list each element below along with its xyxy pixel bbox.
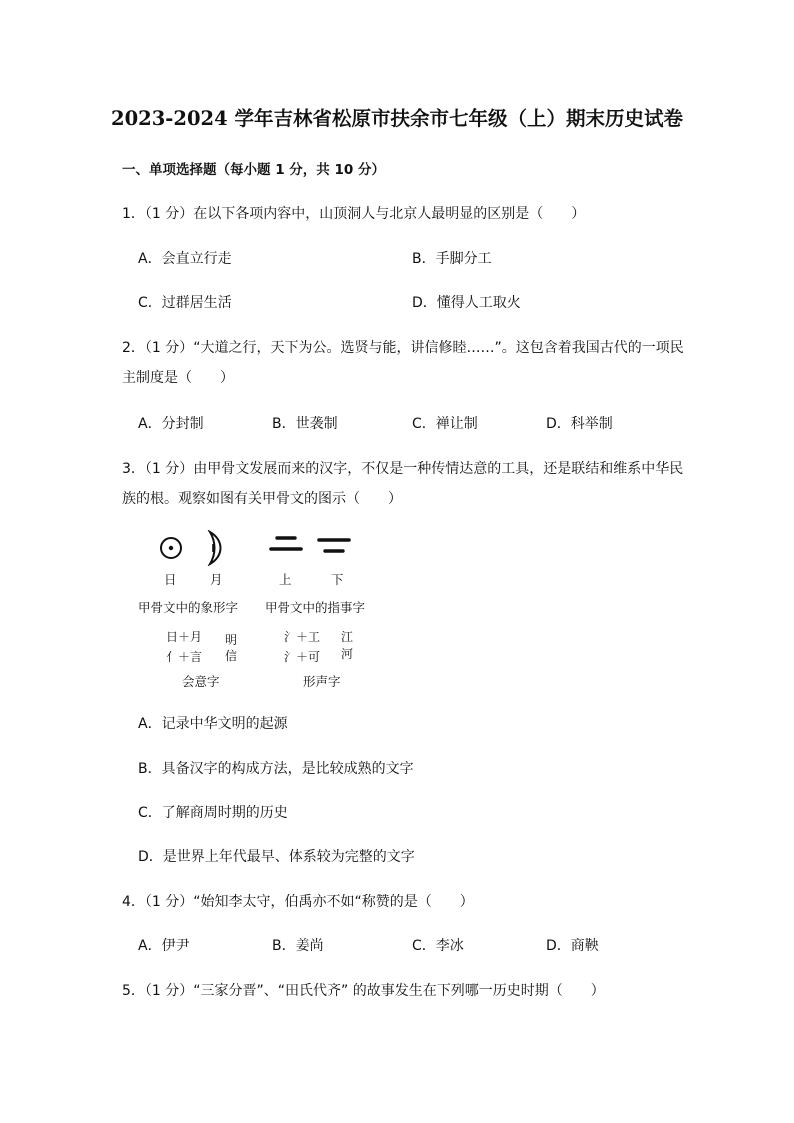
question-3-option-a[interactable]: A．记录中华文明的起源 xyxy=(138,716,288,732)
phono-result-1: 江 xyxy=(341,630,354,644)
section-header: 一、单项选择题（每小题 1 分，共 10 分） xyxy=(122,162,385,178)
glyph-label-xia: 下 xyxy=(331,572,344,587)
question-4-stem: 4．（1 分）“始知李太守，伯禹亦不如“称赞的是（ ） xyxy=(122,894,474,910)
caption-indicative: 甲骨文中的指事字 xyxy=(265,600,366,615)
caption-compound: 会意字 xyxy=(182,674,220,689)
caption-pictograph: 甲骨文中的象形字 xyxy=(138,600,239,615)
question-2-option-d[interactable]: D．科举制 xyxy=(546,416,613,432)
question-3-option-c[interactable]: C．了解商周时期的历史 xyxy=(138,805,288,821)
question-3-stem-line-2: 族的根。观察如图有关甲骨文的图示（ ） xyxy=(122,491,402,507)
compound-result-1: 明 xyxy=(225,633,238,647)
question-4-option-d[interactable]: D．商鞅 xyxy=(546,938,599,954)
page-title: 2023-2024 学年吉林省松原市扶余市七年级（上）期末历史试卷 xyxy=(111,107,683,130)
question-2-option-b[interactable]: B．世袭制 xyxy=(272,416,338,432)
question-1-option-c[interactable]: C．过群居生活 xyxy=(138,295,232,311)
question-4-option-b[interactable]: B．姜尚 xyxy=(272,938,324,954)
question-3-option-d[interactable]: D．是世界上年代最早、体系较为完整的文字 xyxy=(138,849,415,865)
question-5-stem: 5．（1 分）“三家分晋”、“田氏代齐” 的故事发生在下列哪一历史时期（ ） xyxy=(122,983,605,999)
question-4-option-a[interactable]: A．伊尹 xyxy=(138,938,190,954)
xia-glyph-icon xyxy=(316,536,352,556)
moon-glyph-icon xyxy=(204,530,224,566)
compound-formula-1: 日＋月 xyxy=(166,630,203,644)
question-3-option-b[interactable]: B．具备汉字的构成方法，是比较成熟的文字 xyxy=(138,761,414,777)
question-2-stem-line-1: 2．（1 分）“大道之行，天下为公。选贤与能，讲信修睦……”。这包含着我国古代的一项民 xyxy=(122,340,684,356)
question-1-stem: 1．（1 分）在以下各项内容中，山顶洞人与北京人最明显的区别是（ ） xyxy=(122,206,586,222)
phono-formula-1: 氵＋工 xyxy=(284,630,321,644)
glyph-label-sun: 日 xyxy=(164,572,177,587)
shang-glyph-icon xyxy=(268,534,304,554)
question-3-stem-line-1: 3．（1 分）由甲骨文发展而来的汉字，不仅是一种传情达意的工具，还是联结和维系中华民 xyxy=(122,461,684,477)
question-1-option-b[interactable]: B．手脚分工 xyxy=(412,251,492,267)
question-1-option-d[interactable]: D．懂得人工取火 xyxy=(412,295,521,311)
question-2-option-c[interactable]: C．禅让制 xyxy=(412,416,478,432)
question-1-option-a[interactable]: A．会直立行走 xyxy=(138,251,232,267)
question-4-option-c[interactable]: C．李冰 xyxy=(412,938,464,954)
sun-glyph-icon xyxy=(158,535,184,561)
compound-formula-2: 亻＋言 xyxy=(166,650,203,664)
caption-phono: 形声字 xyxy=(303,674,341,689)
phono-result-2: 河 xyxy=(341,647,354,661)
compound-result-2: 信 xyxy=(225,649,238,663)
question-2-option-a[interactable]: A．分封制 xyxy=(138,416,204,432)
glyph-label-moon: 月 xyxy=(210,572,223,587)
question-2-stem-line-2: 主制度是（ ） xyxy=(122,370,234,386)
glyph-label-shang: 上 xyxy=(279,572,292,587)
phono-formula-2: 氵＋可 xyxy=(284,650,321,664)
